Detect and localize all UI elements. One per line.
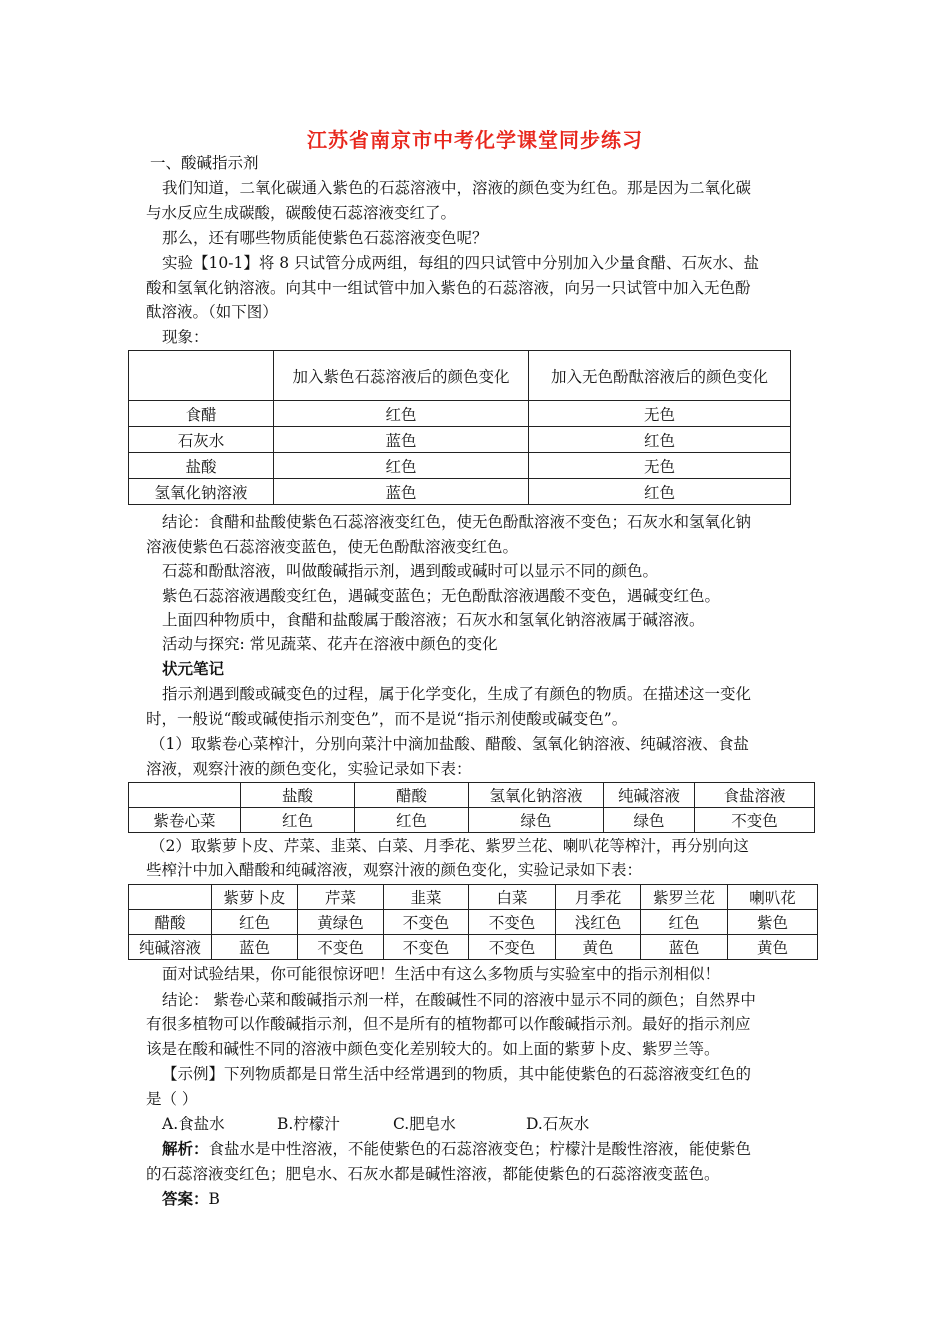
option-b: B.柠檬汁 xyxy=(277,1115,340,1133)
table-header-cell: 加入无色酚酞溶液后的颜色变化 xyxy=(529,351,791,401)
notes-line: 时，一般说“酸或碱使指示剂变色”，而不是说“指示剂使酸或碱变色”。 xyxy=(146,710,628,728)
cabbage-table xyxy=(128,782,815,833)
table-cell: 紫卷心菜 xyxy=(129,808,241,833)
table-cell: 不变色 xyxy=(469,910,556,935)
table-cell: 红色 xyxy=(641,910,728,935)
table-header-cell: 食盐溶液 xyxy=(695,783,815,808)
table-row xyxy=(129,910,818,935)
table-cell: 不变色 xyxy=(298,935,384,960)
table-header-cell: 白菜 xyxy=(469,885,556,910)
paragraph-line: 些榨汁中加入醋酸和纯碱溶液，观察汁液的颜色变化，实验记录如下表： xyxy=(146,861,643,879)
table-header-cell: 喇叭花 xyxy=(728,885,818,910)
activity-line: 活动与探究: 常见蔬菜、花卉在溶液中颜色的变化 xyxy=(162,635,498,653)
table-cell: 红色 xyxy=(529,427,791,453)
table-cell: 无色 xyxy=(529,453,791,479)
paragraph-line: （2）取紫萝卜皮、芹菜、韭菜、白菜、月季花、紫罗兰花、喇叭花等榨汁，再分别向这 xyxy=(150,837,749,855)
intro-line: 现象： xyxy=(162,328,209,346)
notes-line: 指示剂遇到酸或碱变色的过程，属于化学变化，生成了有颜色的物质。在描述这一变化 xyxy=(162,685,752,703)
intro-line: 我们知道，二氧化碳通入紫色的石蕊溶液中，溶液的颜色变为红色。那是因为二氧化碳 xyxy=(162,179,752,197)
conclusion-line: 面对试验结果，你可能很惊讶吧！生活中有这么多物质与实验室中的指示剂相似！ xyxy=(162,965,721,983)
table-header-cell: 纯碱溶液 xyxy=(604,783,695,808)
table-cell: 蓝色 xyxy=(274,479,529,505)
analysis-line xyxy=(162,1139,751,1159)
table-header-cell: 盐酸 xyxy=(241,783,355,808)
answer-line xyxy=(162,1189,220,1209)
document-title: 江苏省南京市中考化学课堂同步练习 xyxy=(307,128,643,152)
table-header-cell: 芹菜 xyxy=(298,885,384,910)
table-cell: 蓝色 xyxy=(212,935,298,960)
table-header-cell: 月季花 xyxy=(556,885,641,910)
intro-line: 那么，还有哪些物质能使紫色石蕊溶液变色呢？ xyxy=(162,229,488,247)
option-d: D.石灰水 xyxy=(526,1115,590,1133)
table-cell: 不变色 xyxy=(695,808,815,833)
table-cell: 纯碱溶液 xyxy=(129,935,212,960)
conclusion-line: 溶液使紫色石蕊溶液变蓝色，使无色酚酞溶液变红色。 xyxy=(146,538,519,556)
table-row xyxy=(129,808,815,833)
table-header-cell: 氢氧化钠溶液 xyxy=(469,783,604,808)
table-row xyxy=(129,935,818,960)
option-a: A.食盐水 xyxy=(162,1115,225,1133)
table-cell: 盐酸 xyxy=(129,453,274,479)
conclusion-line: 该是在酸和碱性不同的溶液中颜色变化差别较大的。如上面的紫萝卜皮、紫罗兰等。 xyxy=(146,1040,720,1058)
table-cell: 石灰水 xyxy=(129,427,274,453)
table-cell: 浅红色 xyxy=(556,910,641,935)
table-row xyxy=(129,453,791,479)
analysis-line: 的石蕊溶液变红色；肥皂水、石灰水都是碱性溶液，都能使紫色的石蕊溶液变蓝色。 xyxy=(146,1165,720,1183)
table-cell: 氢氧化钠溶液 xyxy=(129,479,274,505)
table-header-cell: 韭菜 xyxy=(384,885,469,910)
conclusion-line: 上面四种物质中，食醋和盐酸属于酸溶液；石灰水和氢氧化钠溶液属于碱溶液。 xyxy=(162,611,705,629)
table-cell: 不变色 xyxy=(469,935,556,960)
table-row xyxy=(129,479,791,505)
table-header-cell xyxy=(129,885,212,910)
answer-label: 答案： xyxy=(162,1189,209,1208)
table-row xyxy=(129,401,791,427)
table-cell: 红色 xyxy=(274,453,529,479)
table-cell: 黄色 xyxy=(728,935,818,960)
conclusion-line: 有很多植物可以作酸碱指示剂，但不是所有的植物都可以作酸碱指示剂。最好的指示剂应 xyxy=(146,1015,751,1033)
table-cell: 红色 xyxy=(355,808,469,833)
intro-line: 酞溶液。（如下图） xyxy=(146,303,278,321)
table-cell: 蓝色 xyxy=(641,935,728,960)
table-cell: 绿色 xyxy=(604,808,695,833)
table-cell: 红色 xyxy=(274,401,529,427)
table-header-cell: 紫萝卜皮 xyxy=(212,885,298,910)
table-header-cell xyxy=(129,351,274,401)
notes-line: （1）取紫卷心菜榨汁，分别向菜汁中滴加盐酸、醋酸、氢氧化钠溶液、纯碱溶液、食盐 xyxy=(150,735,749,753)
analysis-label: 解析： xyxy=(162,1139,209,1158)
indicator-table xyxy=(128,350,791,505)
option-c: C.肥皂水 xyxy=(393,1115,456,1133)
conclusion-line: 石蕊和酚酞溶液，叫做酸碱指示剂，遇到酸或碱时可以显示不同的颜色。 xyxy=(162,562,659,580)
table-header-cell: 醋酸 xyxy=(355,783,469,808)
analysis-text: 食盐水是中性溶液，不能使紫色的石蕊溶液变色；柠檬汁是酸性溶液，能使紫色 xyxy=(208,1140,752,1158)
plants-table xyxy=(128,884,818,960)
table-cell: 不变色 xyxy=(384,935,469,960)
table-header-cell: 紫罗兰花 xyxy=(641,885,728,910)
notes-heading: 状元笔记 xyxy=(162,659,225,678)
conclusion-line: 紫色石蕊溶液遇酸变红色，遇碱变蓝色；无色酚酞溶液遇酸不变色，遇碱变红色。 xyxy=(162,587,721,605)
table-cell: 不变色 xyxy=(384,910,469,935)
intro-line: 与水反应生成碳酸，碳酸使石蕊溶液变红了。 xyxy=(146,204,457,222)
table-header-cell xyxy=(129,783,241,808)
table-cell: 红色 xyxy=(212,910,298,935)
table-cell: 红色 xyxy=(529,479,791,505)
table-cell: 紫色 xyxy=(728,910,818,935)
table-cell: 绿色 xyxy=(469,808,604,833)
conclusion-line: 结论：食醋和盐酸使紫色石蕊溶液变红色，使无色酚酞溶液不变色；石灰水和氢氧化钠 xyxy=(162,513,752,531)
intro-line: 实验【10-1】将 8 只试管分成两组，每组的四只试管中分别加入少量食醋、石灰水、盐 xyxy=(162,254,760,272)
table-cell: 醋酸 xyxy=(129,910,212,935)
table-cell: 红色 xyxy=(241,808,355,833)
example-question: 【示例】下列物质都是日常生活中经常遇到的物质，其中能使紫色的石蕊溶液变红色的 xyxy=(162,1065,752,1083)
table-cell: 黄绿色 xyxy=(298,910,384,935)
section-heading: 一、酸碱指示剂 xyxy=(150,154,259,172)
conclusion-line: 结论： 紫卷心菜和酸碱指示剂一样，在酸碱性不同的溶液中显示不同的颜色；自然界中 xyxy=(162,991,756,1009)
intro-line: 酸和氢氧化钠溶液。向其中一组试管中加入紫色的石蕊溶液，向另一只试管中加入无色酚 xyxy=(146,279,751,297)
example-question: 是（ ） xyxy=(146,1090,198,1108)
answer-value: B xyxy=(208,1190,220,1208)
table-header-cell: 加入紫色石蕊溶液后的颜色变化 xyxy=(274,351,529,401)
table-cell: 食醋 xyxy=(129,401,274,427)
table-cell: 蓝色 xyxy=(274,427,529,453)
table-cell: 黄色 xyxy=(556,935,641,960)
notes-line: 溶液，观察汁液的颜色变化，实验记录如下表： xyxy=(146,760,472,778)
table-cell: 无色 xyxy=(529,401,791,427)
table-row xyxy=(129,427,791,453)
